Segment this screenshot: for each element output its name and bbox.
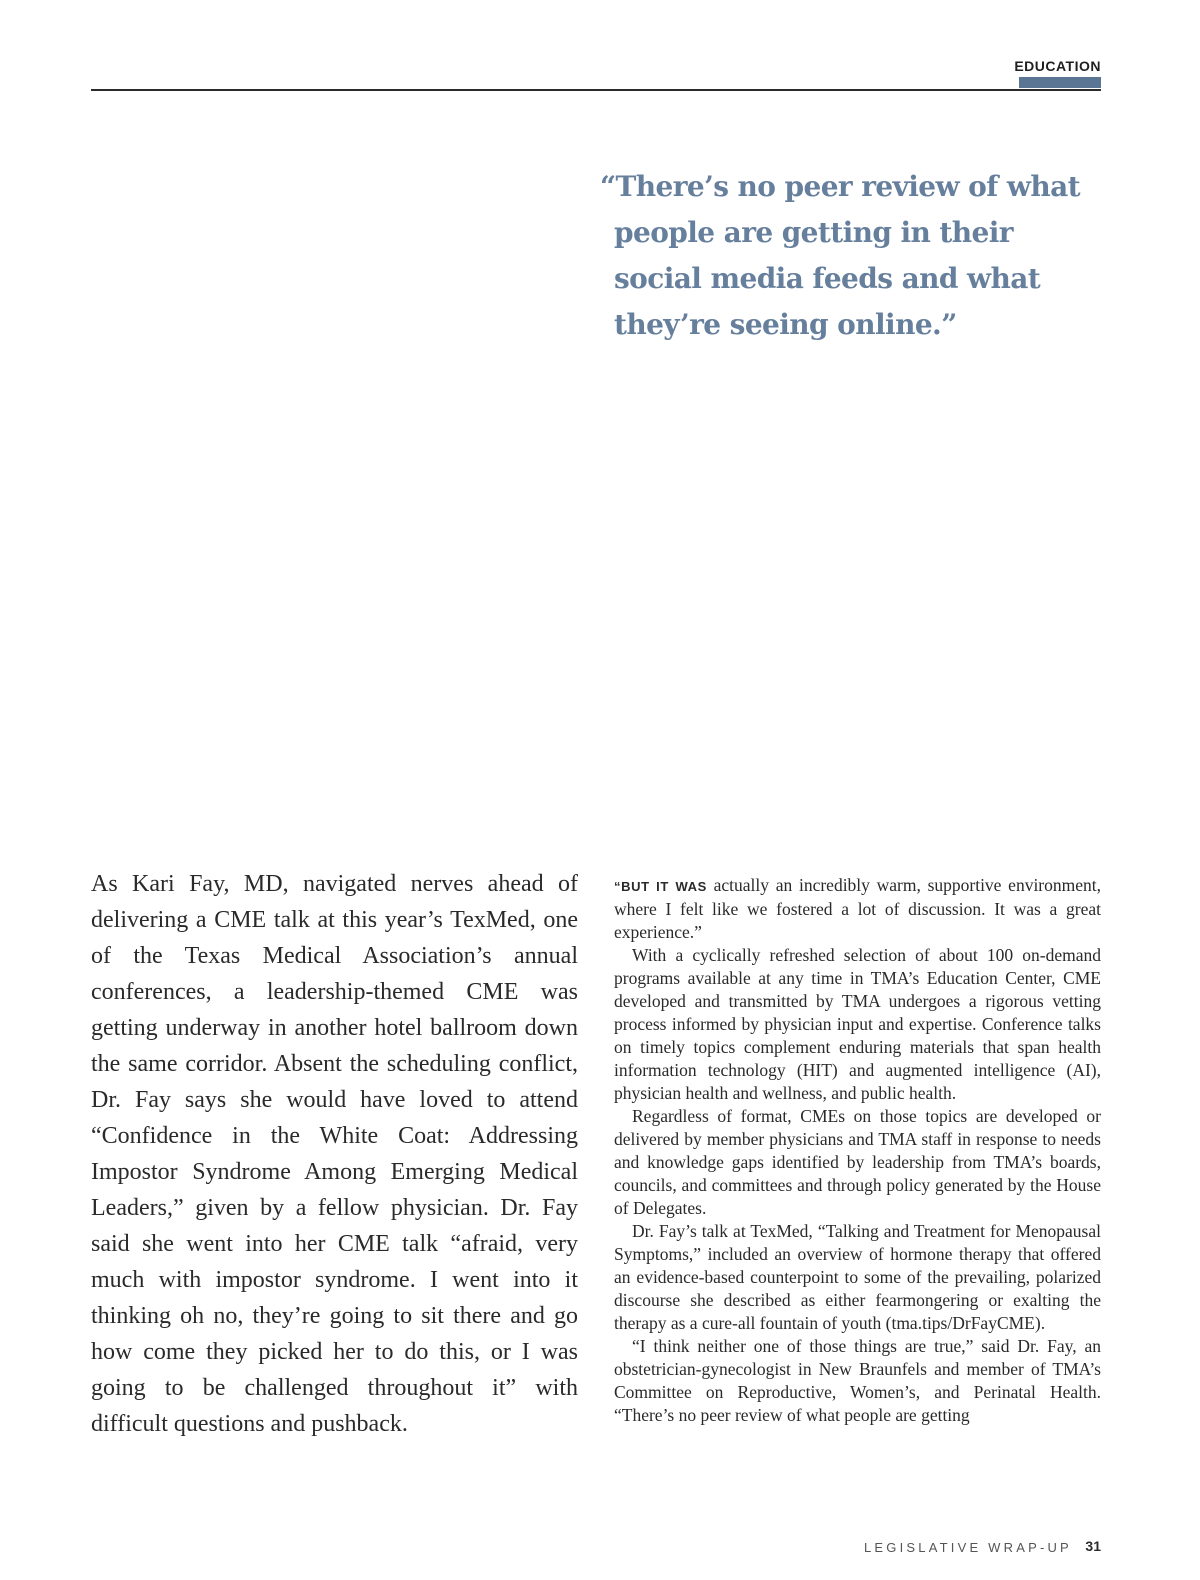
body-paragraph: Regardless of format, CMEs on those topics are developed or delivered by member physicians and TMA staff in response to needs and knowledge gaps identified by leadership from TMA’s boards, councils, and committees and through policy generated by the House of Delegates. xyxy=(614,1106,1101,1218)
section-label: EDUCATION xyxy=(1014,58,1101,74)
pull-quote: “There’s no peer review of what people are getting in their social media feeds and what they’re seeing online.” xyxy=(600,170,1080,341)
publication-title: LEGISLATIVE WRAP-UP xyxy=(864,1540,1072,1555)
body-column xyxy=(614,874,1101,1427)
body-paragraph: Dr. Fay’s talk at TexMed, “Talking and Treatment for Menopausal Symptoms,” included an overview of hormone therapy that offered an evidence-based counterpoint to some of the prevailing, polarized discourse she described as either fearmongering or exalting the therapy as a cure-all fountain of youth (tma.tips/DrFayCME). xyxy=(614,1221,1101,1333)
header-rule xyxy=(91,89,1101,91)
body-paragraph-text: actually an incredibly warm, supportive environment, where I felt like we fostered a lot of discussion. It was a great experience.” xyxy=(614,875,1101,942)
lead-paragraph: As Kari Fay, MD, navigated nerves ahead of delivering a CME talk at this year’s TexMed, one of the Texas Medical Association’s annual conferences, a leadership-themed CME was getting underway in another hotel ballroom down the same corridor. Absent the scheduling conflict, Dr. Fay says she would have loved to attend “Confidence in the White Coat: Addressing Impostor Syndrome Among Emerging Medical Leaders,” given by a fellow physician. Dr. Fay said she went into her CME talk “afraid, very much with impostor syndrome. I went into it thinking oh no, they’re going to sit there and go how come they picked her to do this, or I was going to be challenged throughout it” with difficult questions and pushback. xyxy=(91,871,578,1437)
body-paragraph: “I think neither one of those things are true,” said Dr. Fay, an obstetrician-gynecologist in New Braunfels and member of TMA’s Committee on Reproductive, Women’s, and Perinatal Health. “There’s no peer review of what people are getting xyxy=(614,1336,1101,1425)
body-paragraph: With a cyclically refreshed selection of about 100 on-demand programs available at any time in TMA’s Education Center, CME developed and transmitted by TMA undergoes a rigorous vetting process informed by physician input and expertise. Conference talks on timely topics complement enduring materials that span health information technology (HIT) and augmented intelligence (AI), physician health and wellness, and public health. xyxy=(614,945,1101,1103)
page-number: 31 xyxy=(1085,1538,1101,1554)
lead-in: “BUT IT WAS xyxy=(614,879,707,894)
section-tab-bar xyxy=(1019,77,1101,88)
body-paragraph xyxy=(614,874,1101,944)
